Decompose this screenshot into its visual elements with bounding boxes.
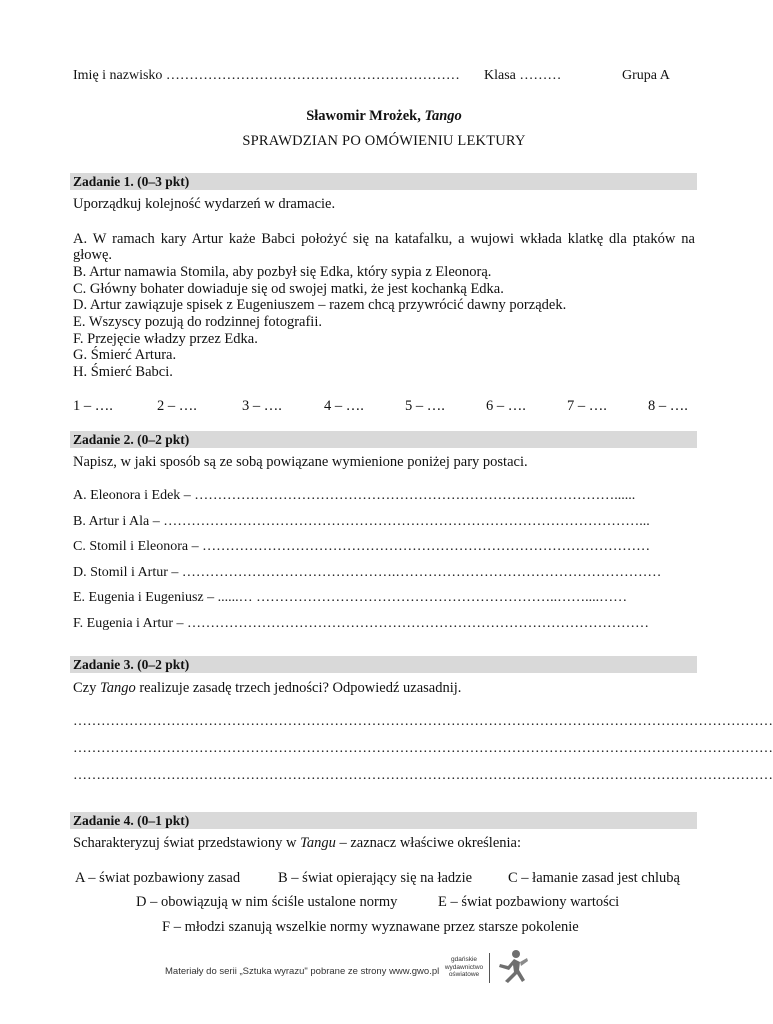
order-slot[interactable]: 2 – ….: [157, 398, 197, 414]
publisher-line: gdańskie: [450, 956, 478, 963]
task1-event: A. W ramach kary Artur każe Babci położyć się na katafalku, a wujowi wkłada klatkę dla ptaków na głowę.: [73, 231, 695, 263]
task1-event: C. Główny bohater dowiaduje się od swojej matki, że jest kochanką Edka.: [73, 281, 504, 297]
option-b[interactable]: B – świat opierający się na ładzie: [278, 870, 473, 886]
publisher-logo-icon: [494, 948, 530, 984]
question-text: Czy: [73, 680, 100, 696]
pair-answer-line[interactable]: B. Artur i Ala – …………………………………………………………………………………………...: [73, 514, 650, 529]
order-slot[interactable]: 8 – ….: [648, 398, 688, 414]
name-field-label: Imię i nazwisko ………………………………………………………: [73, 68, 460, 83]
publisher-line: wydawnictwo: [444, 963, 484, 971]
work-title: Tango: [424, 108, 462, 124]
group-label: Grupa A: [622, 68, 670, 83]
question-text: realizuje zasadę trzech jedności? Odpowiedź uzasadnij.: [135, 680, 462, 696]
task1-event: E. Wszyscy pozują do rodzinnej fotografii.: [73, 314, 322, 330]
author-name: Sławomir Mrożek,: [306, 108, 425, 124]
option-a[interactable]: A – świat pozbawiony zasad: [75, 870, 241, 886]
task2-heading: Zadanie 2. (0–2 pkt): [73, 432, 190, 447]
pair-answer-line[interactable]: E. Eugenia i Eugeniusz – ......… ………………………………………………………..……....……: [73, 590, 628, 605]
instruction-text: – zaznacz właściwe określenia:: [335, 835, 522, 851]
logo-divider: [489, 953, 490, 983]
answer-line[interactable]: ……………………………………………………………………………………………………………………………………: [73, 714, 773, 729]
task1-event: H. Śmierć Babci.: [73, 364, 173, 380]
task1-heading-bar: [70, 173, 697, 190]
task3-question: [73, 680, 461, 697]
task1-instruction: Uporządkuj kolejność wydarzeń w dramacie.: [73, 196, 336, 212]
task1-event: G. Śmierć Artura.: [73, 347, 177, 363]
task3-heading: Zadanie 3. (0–2 pkt): [73, 657, 190, 672]
document-subtitle: SPRAWDZIAN PO OMÓWIENIU LEKTURY: [242, 133, 526, 149]
order-slot[interactable]: 7 – ….: [567, 398, 607, 414]
document-title: [0, 108, 768, 125]
task3-heading-bar: [70, 656, 697, 673]
order-slot[interactable]: 5 – ….: [405, 398, 445, 414]
order-slot[interactable]: 4 – ….: [324, 398, 364, 414]
class-field-label: Klasa ………: [484, 68, 562, 83]
pair-answer-line[interactable]: F. Eugenia i Artur – ………………………………………………………………………………………: [73, 616, 649, 631]
pair-answer-line[interactable]: A. Eleonora i Edek – ………………………………………………………………………………......: [73, 488, 636, 503]
answer-line[interactable]: ……………………………………………………………………………………………………………………………………: [73, 741, 773, 756]
task4-instruction: [73, 835, 521, 852]
order-slot[interactable]: 6 – ….: [486, 398, 526, 414]
task2-instruction: Napisz, w jaki sposób są ze sobą powiązane wymienione poniżej pary postaci.: [73, 454, 528, 470]
question-work-title: Tango: [99, 680, 136, 696]
task4-heading: Zadanie 4. (0–1 pkt): [73, 813, 190, 828]
publisher-line: oświatowe: [448, 971, 480, 978]
option-c[interactable]: C – łamanie zasad jest chlubą: [508, 870, 680, 886]
task4-heading-bar: [70, 812, 697, 829]
order-slot[interactable]: 3 – ….: [242, 398, 282, 414]
instruction-work-title: Tangu: [300, 835, 336, 851]
option-d[interactable]: D – obowiązują w nim ściśle ustalone normy: [136, 894, 398, 910]
pair-answer-line[interactable]: C. Stomil i Eleonora – ……………………………………………………………………………………: [73, 539, 651, 554]
task1-event: B. Artur namawia Stomila, aby pozbył się Edka, który sypia z Eleonorą.: [73, 264, 492, 280]
footer-source: Materiały do serii „Sztuka wyrazu" pobrane ze strony www.gwo.pl: [165, 966, 440, 977]
task1-heading: Zadanie 1. (0–3 pkt): [73, 174, 190, 189]
option-f[interactable]: F – młodzi szanują wszelkie normy wyznawane przez starsze pokolenie: [162, 919, 579, 935]
answer-line[interactable]: ……………………………………………………………………………………………………………………………………: [73, 768, 773, 783]
publisher-name: [440, 956, 488, 979]
task2-heading-bar: [70, 431, 697, 448]
pair-answer-line[interactable]: D. Stomil i Artur – ……………………………………….…………………………………………………: [73, 565, 662, 580]
instruction-text: Scharakteryzuj świat przedstawiony w: [73, 835, 301, 851]
option-e[interactable]: E – świat pozbawiony wartości: [438, 894, 620, 910]
task1-event: F. Przejęcie władzy przez Edka.: [73, 331, 258, 347]
task1-event: D. Artur zawiązuje spisek z Eugeniuszem – razem chcą przywrócić dawny porządek.: [73, 297, 567, 313]
order-slot[interactable]: 1 – ….: [73, 398, 113, 414]
